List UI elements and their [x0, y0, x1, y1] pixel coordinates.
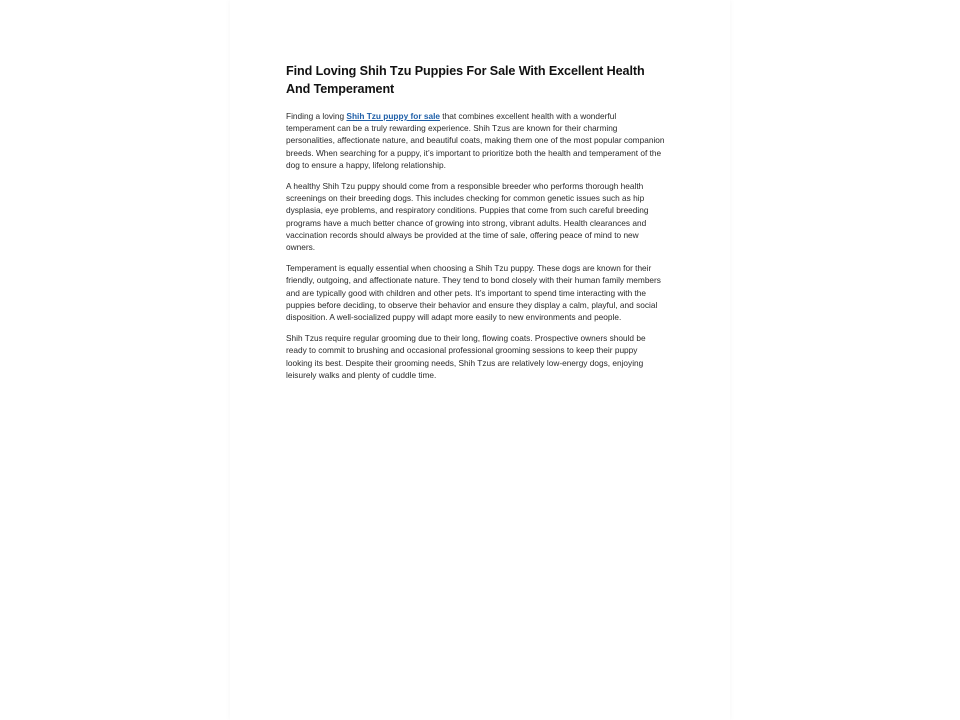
shih-tzu-puppy-link[interactable]: Shih Tzu puppy for sale [346, 111, 440, 121]
paragraph-intro-start: Finding a loving [286, 111, 347, 121]
paragraph-temperament: Temperament is equally essential when choosing a Shih Tzu puppy. These dogs are known for their friendly, outgoing, and affectionate nature. They tend to bond closely with their human family members and are typically good with children and other pets. It’s important to spend time interacting with the puppies before deciding, to observe their behavior and ensure they display a calm, playful, and social disposition. A well-socialized puppy will adapt more easily to new environments and people. [286, 263, 661, 323]
paragraph-intro-rest: that combines excellent health with a wonderful temperament can be a truly rewarding experience. Shih Tzus are known for their charming personalities, affectionate nature, and beautiful coats, making them one of the most popular companion breeds. When searching for a puppy, it’s important to prioritize both the health and temperament of the dog to ensure a happy, lifelong relationship. [286, 111, 665, 170]
paragraph-health: A healthy Shih Tzu puppy should come from a responsible breeder who performs thorough health screenings on their breeding dogs. This includes checking for common genetic issues such as hip dysplasia, eye problems, and respiratory conditions. Puppies that come from such careful breeding programs have a much better chance of growing into strong, vibrant adults. Health clearances and vaccination records should always be provided at the time of sale, offering peace of mind to new owners. [286, 181, 649, 253]
paragraph-intro [286, 110, 666, 171]
page-title: Find Loving Shih Tzu Puppies For Sale With Excellent Health And Temperament [286, 64, 645, 96]
page-content [286, 62, 666, 390]
document-page [230, 0, 730, 720]
paragraph-grooming: Shih Tzus require regular grooming due to their long, flowing coats. Prospective owners should be ready to commit to brushing and occasional professional grooming sessions to keep their puppy looking its best. Despite their grooming needs, Shih Tzus are relatively low-energy dogs, enjoying leisurely walks and plenty of cuddle time. [286, 333, 646, 380]
